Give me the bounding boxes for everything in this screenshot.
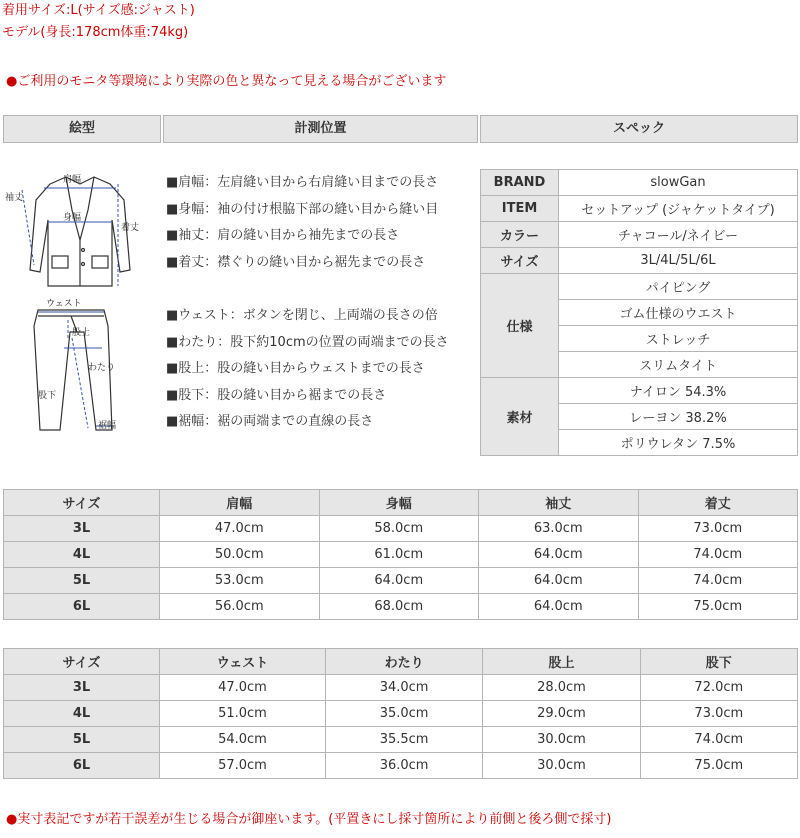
label-mi: 身幅 xyxy=(63,213,82,223)
size-cell: 3L xyxy=(4,516,160,542)
spec-table xyxy=(480,169,798,456)
spec-value: 3L/4L/5L/6L xyxy=(559,248,798,274)
value-cell: 64.0cm xyxy=(319,568,479,594)
value-cell: 74.0cm xyxy=(638,542,798,568)
value-cell: 64.0cm xyxy=(479,542,639,568)
column-header: 股上 xyxy=(483,649,640,675)
value-cell: 34.0cm xyxy=(325,675,482,701)
value-cell: 63.0cm xyxy=(479,516,639,542)
value-cell: 75.0cm xyxy=(640,753,797,779)
table-header-row xyxy=(4,490,798,516)
label-watari: わたり xyxy=(88,363,116,373)
value-cell: 73.0cm xyxy=(640,701,797,727)
measurement-item: ■袖丈：肩の縫い目から袖先までの長さ xyxy=(166,228,400,243)
label-sode: 袖丈 xyxy=(5,193,24,203)
column-header: 袖丈 xyxy=(479,490,639,516)
measurement-item: ■身幅：袖の付け根脇下部の縫い目から縫い目 xyxy=(166,201,439,217)
spec-value: ナイロン 54.3% xyxy=(559,378,798,404)
header-illustration: 絵型 xyxy=(3,115,161,143)
header-spec: スペック xyxy=(480,115,798,143)
measurement-item: ■股上：股の縫い目からウェストまでの長さ xyxy=(166,361,425,376)
value-cell: 30.0cm xyxy=(483,753,640,779)
spec-value: パイピング xyxy=(559,274,798,300)
value-cell: 61.0cm xyxy=(319,542,479,568)
spec-value: slowGan xyxy=(559,170,798,196)
spec-row-size xyxy=(481,248,798,274)
spec-row-spec xyxy=(481,274,798,300)
column-header: サイズ xyxy=(4,490,160,516)
spec-value: スリムタイト xyxy=(559,352,798,378)
table-row xyxy=(4,675,798,701)
value-cell: 54.0cm xyxy=(160,727,326,753)
size-cell: 3L xyxy=(4,675,160,701)
value-cell: 58.0cm xyxy=(319,516,479,542)
spec-label: 素材 xyxy=(481,378,559,456)
table-row xyxy=(4,753,798,779)
value-cell: 35.5cm xyxy=(325,727,482,753)
column-header: ウェスト xyxy=(160,649,326,675)
column-header: 身幅 xyxy=(319,490,479,516)
spec-row-brand xyxy=(481,170,798,196)
measurement-item: ■着丈：襟ぐりの縫い目から裾先までの長さ xyxy=(166,254,426,270)
value-cell: 56.0cm xyxy=(160,594,320,620)
column-header: 股下 xyxy=(640,649,797,675)
measurement-list xyxy=(166,170,449,436)
column-header: 肩幅 xyxy=(160,490,320,516)
column-header: 着丈 xyxy=(638,490,798,516)
table-row xyxy=(4,727,798,753)
label-ki: 着丈 xyxy=(121,223,140,233)
column-header: サイズ xyxy=(4,649,160,675)
value-cell: 47.0cm xyxy=(160,516,320,542)
spec-row-material xyxy=(481,378,798,404)
spec-label: サイズ xyxy=(481,248,559,274)
spec-label: ITEM xyxy=(481,196,559,222)
value-cell: 36.0cm xyxy=(325,753,482,779)
table-row xyxy=(4,701,798,727)
table-row xyxy=(4,542,798,568)
jacket-illustration xyxy=(30,177,130,286)
value-cell: 51.0cm xyxy=(160,701,326,727)
size-cell: 4L xyxy=(4,701,160,727)
value-cell: 74.0cm xyxy=(638,568,798,594)
value-cell: 68.0cm xyxy=(319,594,479,620)
size-cell: 6L xyxy=(4,594,160,620)
table-row xyxy=(4,594,798,620)
value-cell: 73.0cm xyxy=(638,516,798,542)
spec-value: ストレッチ xyxy=(559,326,798,352)
notes-block xyxy=(2,0,195,44)
value-cell: 64.0cm xyxy=(479,568,639,594)
label-waist: ウェスト xyxy=(46,299,82,309)
table-row xyxy=(4,516,798,542)
label-mata-shita: 股下 xyxy=(38,391,57,401)
size-cell: 5L xyxy=(4,727,160,753)
value-cell: 35.0cm xyxy=(325,701,482,727)
value-cell: 74.0cm xyxy=(640,727,797,753)
value-cell: 57.0cm xyxy=(160,753,326,779)
spec-value: レーヨン 38.2% xyxy=(559,404,798,430)
spec-row-color xyxy=(481,222,798,248)
label-kata: 肩幅 xyxy=(63,175,82,185)
table-row xyxy=(4,568,798,594)
header-position: 計測位置 xyxy=(163,115,478,143)
value-cell: 30.0cm xyxy=(483,727,640,753)
spec-label: 仕様 xyxy=(481,274,559,378)
spec-value: ゴム仕様のウエスト xyxy=(559,300,798,326)
value-cell: 28.0cm xyxy=(483,675,640,701)
spec-row-item xyxy=(481,196,798,222)
spec-label: BRAND xyxy=(481,170,559,196)
label-mata-ue: 股上 xyxy=(72,328,91,338)
size-cell: 5L xyxy=(4,568,160,594)
spec-value: チャコール/ネイビー xyxy=(559,222,798,248)
value-cell: 53.0cm xyxy=(160,568,320,594)
spec-label: カラー xyxy=(481,222,559,248)
garment-diagram xyxy=(0,160,160,440)
size-cell: 4L xyxy=(4,542,160,568)
measurement-item: ■肩幅：左肩縫い目から右肩縫い目までの長さ xyxy=(166,175,439,190)
measurement-item: ■ウェスト：ボタンを閉じ、上両端の長さの倍 xyxy=(166,308,438,323)
size-worn-note: 着用サイズ:L(サイズ感:ジャスト) xyxy=(2,3,195,18)
value-cell: 50.0cm xyxy=(160,542,320,568)
measurement-gap xyxy=(166,276,449,303)
measurement-item: ■股下：股の縫い目から裾までの長さ xyxy=(166,387,387,403)
size-cell: 6L xyxy=(4,753,160,779)
tolerance-note: ●実寸表記ですが若干誤差が生じる場合が御座います。(平置きにし採寸箇所により前側と後ろ側で採寸) xyxy=(6,812,612,827)
value-cell: 29.0cm xyxy=(483,701,640,727)
label-suso: 裾幅 xyxy=(98,421,117,431)
spec-value: ポリウレタン 7.5% xyxy=(559,430,798,456)
model-note: モデル(身長:178cm体重:74kg) xyxy=(2,25,189,40)
value-cell: 64.0cm xyxy=(479,594,639,620)
column-header: わたり xyxy=(325,649,482,675)
pants-size-table xyxy=(3,648,798,779)
value-cell: 72.0cm xyxy=(640,675,797,701)
measurement-item: ■裾幅：裾の両端までの直線の長さ xyxy=(166,414,374,429)
monitor-warning: ●ご利用のモニタ等環境により実際の色と異なって見える場合がございます xyxy=(6,74,447,89)
jacket-size-table xyxy=(3,489,798,620)
measurement-item: ■わたり：股下約10cmの位置の両端までの長さ xyxy=(166,334,449,350)
value-cell: 47.0cm xyxy=(160,675,326,701)
table-header-row xyxy=(4,649,798,675)
value-cell: 75.0cm xyxy=(638,594,798,620)
spec-value: セットアップ (ジャケットタイプ) xyxy=(559,196,798,222)
